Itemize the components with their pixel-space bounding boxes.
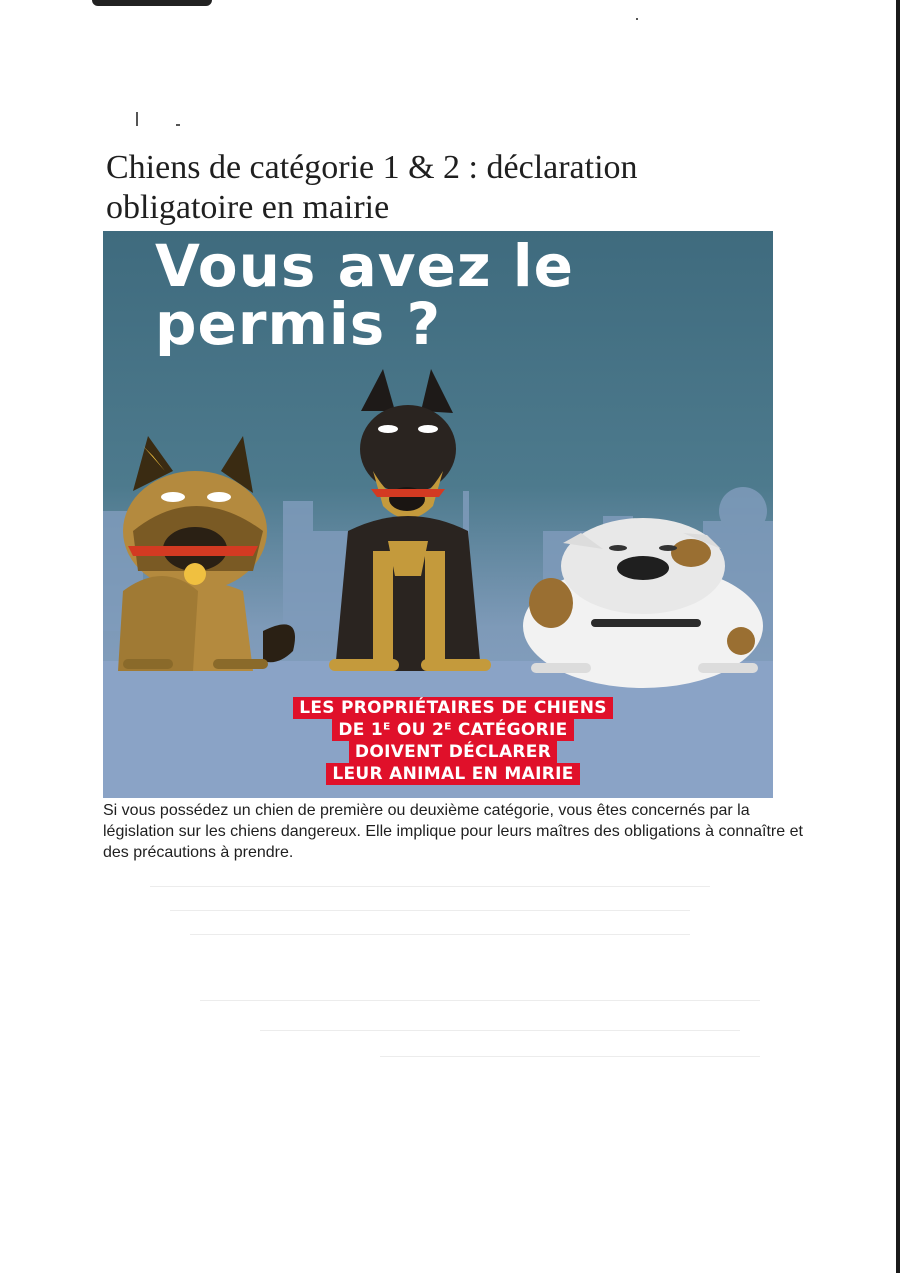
notice-line: DE 1ᴱ OU 2ᴱ CATÉGORIE: [332, 719, 573, 741]
notice-line: LEUR ANIMAL EN MAIRIE: [326, 763, 579, 785]
scan-edge: [896, 0, 900, 1273]
scan-speck: [176, 124, 180, 126]
notice-line: LES PROPRIÉTAIRES DE CHIENS: [293, 697, 613, 719]
headline-line: permis ?: [155, 290, 442, 358]
scan-mark: [92, 0, 212, 6]
show-through-line: [380, 1056, 760, 1057]
show-through-line: [150, 886, 710, 887]
scan-speck: [136, 112, 138, 126]
page-title: Chiens de catégorie 1 & 2 : déclaration obligatoire en mairie: [106, 149, 638, 226]
show-through-line: [260, 1030, 740, 1031]
poster-headline: [155, 232, 755, 358]
intro-paragraph: Si vous possédez un chien de première ou deuxième catégorie, vous êtes concernés par la législation sur les chiens dangereux. Elle implique pour leurs maîtres des obligations à connaître et des précautions à prendre.: [103, 802, 803, 861]
headline-line: Vous avez le: [155, 232, 575, 300]
poster-image: [103, 231, 773, 798]
show-through-line: [200, 1000, 760, 1001]
shepherd-dog-illustration: [118, 436, 295, 671]
notice-banner: [203, 697, 703, 785]
show-through-line: [190, 934, 690, 935]
show-through-line: [170, 910, 690, 911]
notice-line: DOIVENT DÉCLARER: [349, 741, 557, 763]
scan-speck: [636, 18, 638, 20]
